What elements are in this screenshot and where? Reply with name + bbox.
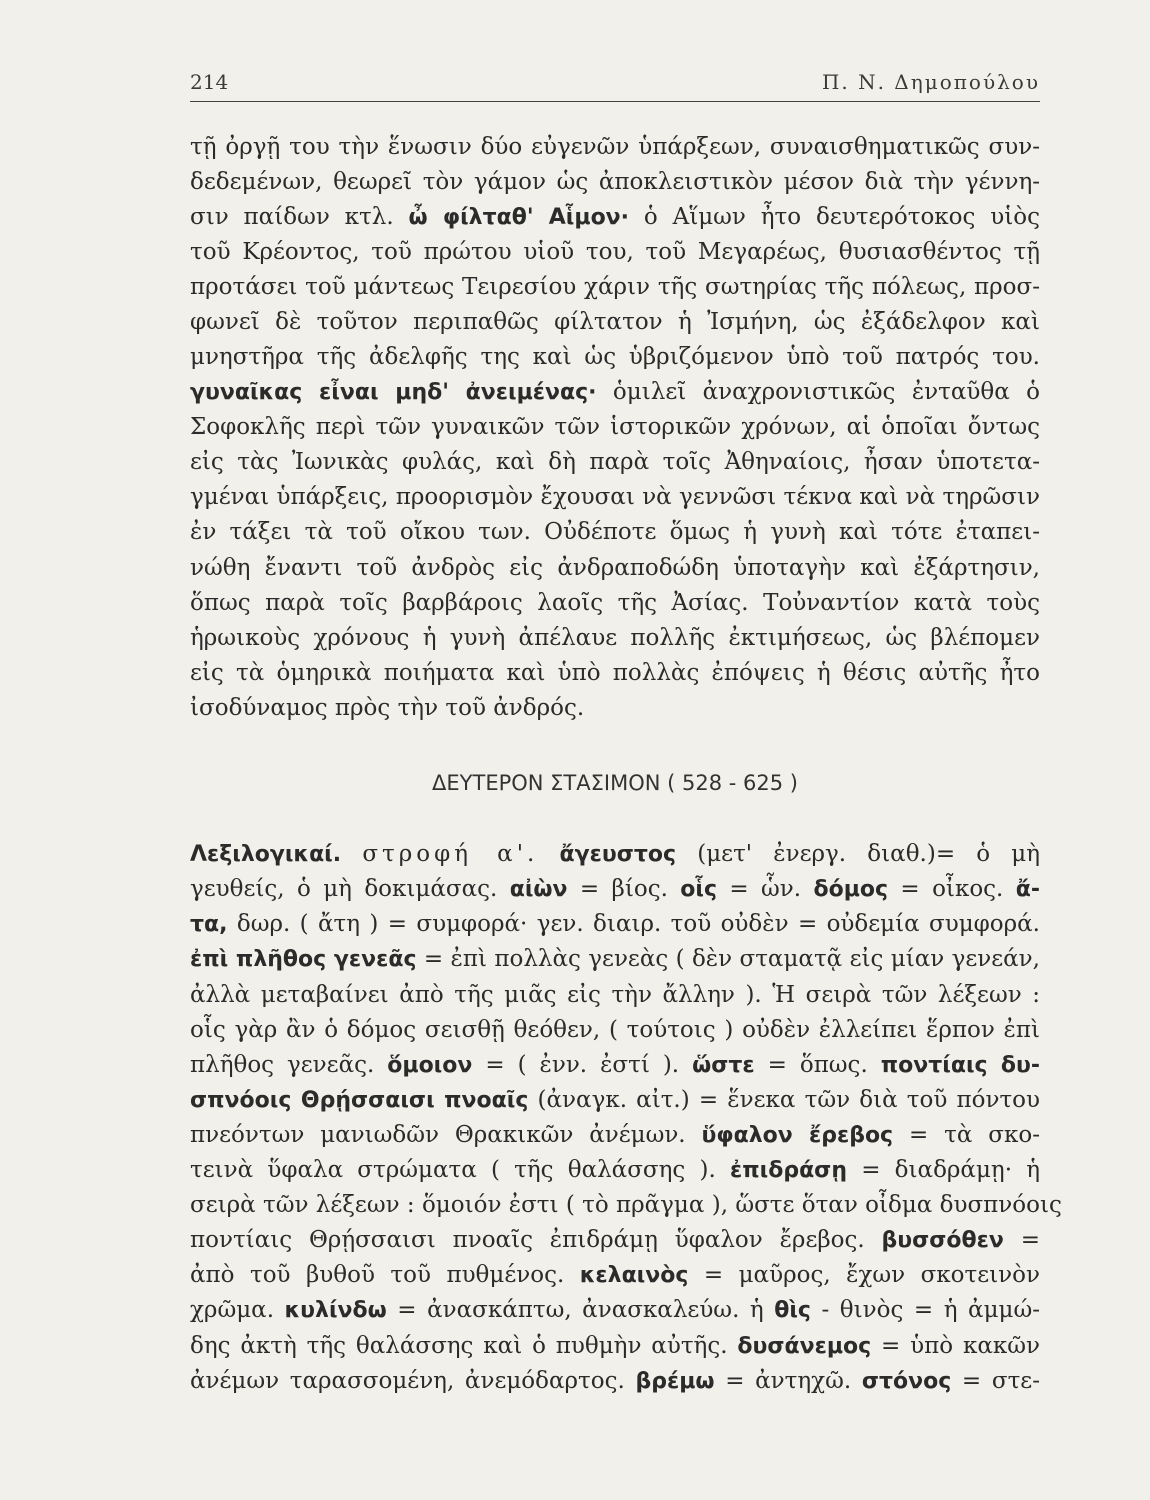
spaced-text: στροφή α'.	[362, 841, 539, 867]
text-line: πνεόντων μανιωδῶν Θρακικῶν ἀνέμων. ὕφαλον ἔρεβος = τὰ σκο-	[190, 1122, 1040, 1148]
text-line: ἰσοδύναμος πρὸς τὴν τοῦ ἀνδρός.	[190, 695, 585, 721]
lemma-term: δυσάνεμος	[737, 1334, 872, 1359]
text-line: μνηστῆρα τῆς ἀδελφῆς της καὶ ὡς ὑβριζόμενον ὑπὸ τοῦ πατρός του.	[190, 344, 1040, 370]
text-line: σπνόοις Θρῄσσαισι πνοαῖς (ἀναγκ. αἰτ.) = ἕνεκα τῶν διὰ τοῦ πόντου	[190, 1087, 1041, 1113]
text-line: ποντίαις Θρῄσσαισι πνοαῖς ἐπιδράμῃ ὕφαλον ἔρεβος. βυσσόθεν =	[190, 1227, 1040, 1253]
text-line: γυναῖκας εἶναι μηδ' ἀνειμένας· ὁμιλεῖ ἀναχρονιστικῶς ἐνταῦθα ὁ	[190, 379, 1040, 405]
text-line: προτάσει τοῦ μάντεως Τειρεσίου χάριν τῆς σωτηρίας τῆς πόλεως, προσ-	[190, 274, 1040, 300]
lemma-term: βυσσόθεν	[881, 1228, 1004, 1253]
lemma-term: τα,	[190, 912, 228, 937]
lemma-term: κυλίνδω	[284, 1298, 387, 1323]
text-line: δης ἀκτὴ τῆς θαλάσσης καὶ ὁ πυθμὴν αὐτῆς. δυσάνεμος = ὑπὸ κακῶν	[190, 1333, 1041, 1359]
text-line: νώθη ἔναντι τοῦ ἀνδρὸς εἰς ἀνδραποδώδη ὑποταγὴν καὶ ἐξάρτησιν,	[190, 555, 1040, 581]
text-line: ἀλλὰ μεταβαίνει ἀπὸ τῆς μιᾶς εἰς τὴν ἄλλην ). Ἡ σειρὰ τῶν λέξεων :	[190, 982, 1040, 1008]
lemma-term: κελαινὸς	[579, 1263, 689, 1288]
text-line: ἐπὶ πλῆθος γενεᾶς = ἐπὶ πολλὰς γενεὰς ( δὲν σταματᾷ εἰς μίαν γενεάν,	[190, 946, 1040, 972]
lemma-term: δόμος	[813, 877, 889, 902]
text-line: γμέναι ὑπάρξεις, προορισμὸν ἔχουσαι νὰ γεννῶσι τέκνα καὶ νὰ τηρῶσιν	[190, 484, 1040, 510]
lemma-term: αἰὼν	[509, 877, 568, 902]
text-line: γευθείς, ὁ μὴ δοκιμάσας. αἰὼν = βίος. οἷς = ὧν. δόμος = οἶκος. ἄ-	[190, 876, 1040, 902]
text-line: τα, δωρ. ( ἄτη ) = συμφορά· γεν. διαιρ. τοῦ οὐδὲν = οὐδεμία συμφορά.	[190, 911, 1040, 937]
lemma-term: γυναῖκας εἶναι μηδ' ἀνειμένας·	[190, 380, 597, 405]
text-line: χρῶμα. κυλίνδω = ἀνασκάπτω, ἀνασκαλεύω. ἡ θὶς - θινὸς = ἡ ἀμμώ-	[190, 1297, 1040, 1323]
lemma-term: ἐπιδράσῃ	[729, 1158, 847, 1183]
text-line: τῇ ὀργῇ του τὴν ἕνωσιν δύο εὐγενῶν ὑπάρξεων, συναισθηματικῶς συν-	[190, 134, 1040, 160]
lemma-term: ὦ φίλταθ' Αἷμον·	[408, 205, 630, 230]
text-line: σειρὰ τῶν λέξεων : ὅμοιόν ἐστι ( τὸ πρᾶγμα ), ὥστε ὅταν οἶδμα δυσπνόοις	[190, 1192, 1062, 1218]
lemma-term: οἷς	[680, 877, 717, 902]
text-line: εἰς τὰ ὁμηρικὰ ποιήματα καὶ ὑπὸ πολλὰς ἐπόψεις ἡ θέσις αὐτῆς ἦτο	[190, 660, 1040, 686]
lemma-term: ποντίαις δυ-	[880, 1053, 1040, 1078]
text-line: τοῦ Κρέοντος, τοῦ πρώτου υἱοῦ του, τοῦ Μεγαρέως, θυσιασθέντος τῇ	[190, 239, 1040, 265]
text-line: Λεξιλογικαί. στροφή α'. ἄγευστος (μετ' ἐνεργ. διαθ.)= ὁ μὴ	[190, 841, 1041, 867]
lemma-term: ἐπὶ πλῆθος γενεᾶς	[190, 947, 417, 972]
text-line: Σοφοκλῆς περὶ τῶν γυναικῶν τῶν ἱστορικῶν χρόνων, αἱ ὁποῖαι ὄντως	[190, 414, 1040, 440]
lemma-term: θὶς	[774, 1298, 811, 1323]
lemma-term: Λεξιλογικαί.	[190, 842, 342, 867]
text-line: ἐν τάξει τὰ τοῦ οἴκου των. Οὐδέποτε ὅμως ἡ γυνὴ καὶ τότε ἐταπει-	[190, 519, 1040, 545]
section-title: ΔΕΥΤΕΡΟΝ ΣΤΑΣΙΜΟΝ ( 528 - 625 )	[432, 771, 798, 795]
text-line: σιν παίδων κτλ. ὦ φίλταθ' Αἷμον· ὁ Αἵμων ἦτο δευτερότοκος υἱὸς	[190, 204, 1041, 230]
lemma-term: βρέμω	[635, 1369, 715, 1394]
lemma-term: ἄ-	[1015, 877, 1040, 902]
lemma-term: ὥστε	[692, 1053, 755, 1078]
lemma-term: σπνόοις Θρῄσσαισι πνοαῖς	[190, 1088, 529, 1113]
text-line: τεινὰ ὕφαλα στρώματα ( τῆς θαλάσσης ). ἐπιδράσῃ = διαδράμῃ· ἡ	[190, 1157, 1040, 1183]
running-head-author: Π. Ν. Δημοπούλου	[821, 70, 1040, 94]
page-header	[190, 70, 1040, 100]
lemma-term: στόνος	[861, 1369, 952, 1394]
lemma-term: ὕφαλον ἔρεβος	[701, 1123, 894, 1148]
text-line: ἀνέμων ταρασσομένη, ἀνεμόδαρτος. βρέμω = ἀντηχῶ. στόνος = στε-	[190, 1368, 1040, 1394]
lemma-term: ὅμοιον	[387, 1053, 473, 1078]
page-number: 214	[190, 70, 229, 94]
text-line: πλῆθος γενεᾶς. ὅμοιον = ( ἐνν. ἐστί ). ὥστε = ὅπως. ποντίαις δυ-	[190, 1052, 1040, 1078]
text-line: εἰς τὰς Ἰωνικὰς φυλάς, καὶ δὴ παρὰ τοῖς Ἀθηναίοις, ἦσαν ὑποτετα-	[190, 449, 1040, 475]
header-rule	[190, 101, 1040, 102]
text-line: φωνεῖ δὲ τοῦτον περιπαθῶς φίλτατον ἡ Ἰσμήνη, ὡς ἐξάδελφον καὶ	[190, 309, 1040, 335]
text-line: ὅπως παρὰ τοῖς βαρβάροις λαοῖς τῆς Ἀσίας. Τοὐναντίον κατὰ τοὺς	[190, 590, 1040, 616]
text-line: οἷς γὰρ ἂν ὁ δόμος σεισθῇ θεόθεν, ( τούτοις ) οὐδὲν ἐλλείπει ἕρπον ἐπὶ	[190, 1017, 1040, 1043]
text-line: ἀπὸ τοῦ βυθοῦ τοῦ πυθμένος. κελαινὸς = μαῦρος, ἔχων σκοτεινὸν	[190, 1262, 1040, 1288]
text-line: ἡρωικοὺς χρόνους ἡ γυνὴ ἀπέλαυε πολλῆς ἐκτιμήσεως, ὡς βλέπομεν	[190, 625, 1040, 651]
text-line: δεδεμένων, θεωρεῖ τὸν γάμον ὡς ἀποκλειστικὸν μέσον διὰ τὴν γέννη-	[190, 169, 1040, 195]
lemma-term: ἄγευστος	[559, 842, 677, 867]
